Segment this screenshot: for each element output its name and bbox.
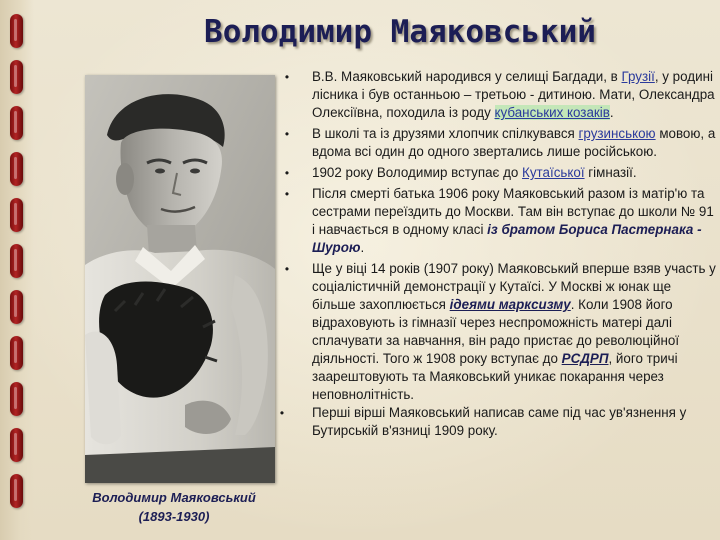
bullet-icon: • <box>284 127 290 141</box>
portrait-photo-icon <box>85 75 275 483</box>
notebook-binding <box>0 0 34 540</box>
binding-ring-icon <box>10 382 23 416</box>
link-georgia[interactable]: Грузії <box>621 69 655 84</box>
link-kutaisi-gymnasium[interactable]: Кутаїської <box>522 165 585 180</box>
binding-ring-icon <box>10 60 23 94</box>
caption-name: Володимир Маяковський <box>92 490 256 505</box>
link-georgian-language[interactable]: грузинською <box>578 126 656 141</box>
biography-list <box>280 68 717 440</box>
list-item: • 1902 року Володимир вступає до Кутаїської гімназії. <box>280 164 717 182</box>
binding-ring-icon <box>10 336 23 370</box>
binding-ring-icon <box>10 474 23 508</box>
link-kuban-cossacks[interactable]: кубанських козаків <box>494 105 610 120</box>
binding-ring-icon <box>10 152 23 186</box>
link-rsdrp[interactable]: РСДРП <box>561 351 609 366</box>
bullet-icon: • <box>284 187 290 201</box>
list-item: • Перші вірші Маяковський написав саме під час ув'язнення у Бутирській в'язниці 1909 року. <box>280 404 717 440</box>
slide-title: Володимир Маяковський <box>204 14 596 50</box>
list-item: • Ще у віці 14 років (1907 року) Маяковський вперше взяв участь у соціалістичній демонстрації у Кутаїсі. У Москві ж юнак ще більше захоплюється ідеями марксизму. Коли 1908 його відраховують із гімназії через неспроможність матері далі сплачувати за навчання, він радо пристає до революційної діяльності. Того ж 1908 року вступає до РСДРП, його тричі заарештовують та Маяковський уникає покарання через неповнолітність. <box>280 260 717 404</box>
bullet-icon: • <box>279 406 285 420</box>
link-marxism-ideas[interactable]: ідеями марксизму <box>449 297 571 312</box>
emphasis-pasternak-brother: із братом Бориса Пастернака - Шурою <box>312 222 702 255</box>
binding-ring-icon <box>10 106 23 140</box>
binding-ring-icon <box>10 428 23 462</box>
list-item: • В школі та із друзями хлопчик спілкувався грузинською мовою, а вдома всі один до одного звертались лише російською. <box>280 125 717 161</box>
binding-ring-icon <box>10 198 23 232</box>
binding-ring-icon <box>10 244 23 278</box>
binding-ring-icon <box>10 290 23 324</box>
list-item: • Після смерті батька 1906 року Маяковський разом із матір'ю та сестрами переїздить до Москви. Там він вступає до школи № 91 і навчається в одному класі із братом Бориса Пастернака - Шурою. <box>280 185 717 257</box>
bullet-icon: • <box>284 166 290 180</box>
binding-ring-icon <box>10 14 23 48</box>
photo-caption <box>74 488 274 526</box>
list-item: • В.В. Маяковський народився у селищі Багдади, в Грузії, у родині лісника і був останньою – третьою - дитиною. Мати, Олександра Олексіївна, походила із роду кубанських козаків. <box>280 68 717 122</box>
bullet-icon: • <box>284 70 290 84</box>
caption-years: (1893-1930) <box>138 509 210 524</box>
bullet-icon: • <box>284 262 290 276</box>
portrait-photo <box>85 75 275 483</box>
